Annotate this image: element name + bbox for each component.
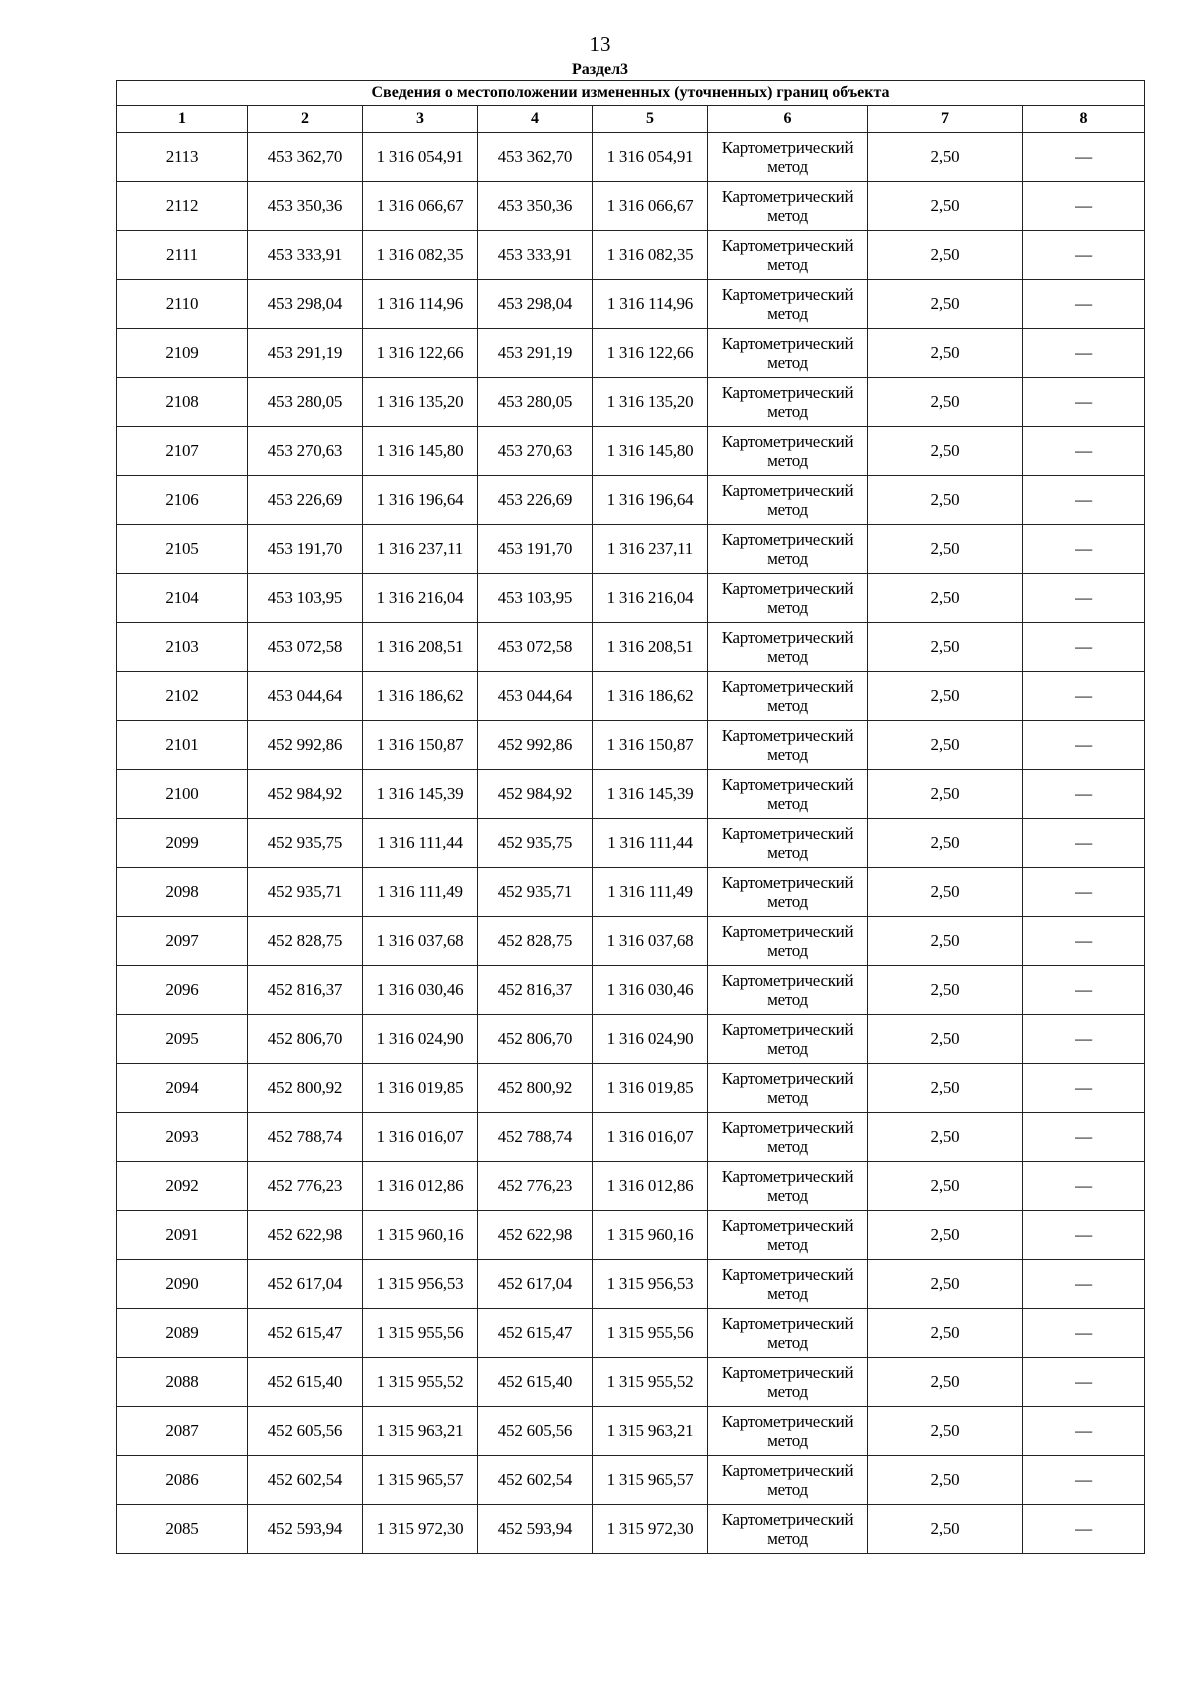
method-cell: Картометрический метод <box>708 525 868 574</box>
table-row <box>117 1113 1145 1162</box>
note-cell: — <box>1023 819 1145 868</box>
table-row <box>117 1407 1145 1456</box>
y-coordinate-cell: 1 316 186,62 <box>363 672 478 721</box>
accuracy-cell: 2,50 <box>868 231 1023 280</box>
method-cell: Картометрический метод <box>708 1162 868 1211</box>
y-new-coordinate-cell: 1 316 135,20 <box>593 378 708 427</box>
y-new-coordinate-cell: 1 316 111,49 <box>593 868 708 917</box>
point-number-cell: 2105 <box>117 525 248 574</box>
table-caption: Сведения о местоположении измененных (уточненных) границ объекта <box>117 81 1145 106</box>
note-cell: — <box>1023 1407 1145 1456</box>
point-number-cell: 2103 <box>117 623 248 672</box>
table-row <box>117 672 1145 721</box>
y-coordinate-cell: 1 316 208,51 <box>363 623 478 672</box>
x-coordinate-cell: 452 593,94 <box>248 1505 363 1554</box>
x-coordinate-cell: 452 984,92 <box>248 770 363 819</box>
x-coordinate-cell: 453 291,19 <box>248 329 363 378</box>
table-row <box>117 574 1145 623</box>
x-coordinate-cell: 453 362,70 <box>248 133 363 182</box>
method-cell: Картометрический метод <box>708 1113 868 1162</box>
point-number-cell: 2100 <box>117 770 248 819</box>
table-row <box>117 1309 1145 1358</box>
note-cell: — <box>1023 917 1145 966</box>
x-coordinate-cell: 452 935,71 <box>248 868 363 917</box>
note-cell: — <box>1023 623 1145 672</box>
y-coordinate-cell: 1 315 972,30 <box>363 1505 478 1554</box>
point-number-cell: 2108 <box>117 378 248 427</box>
y-new-coordinate-cell: 1 316 196,64 <box>593 476 708 525</box>
note-cell: — <box>1023 476 1145 525</box>
x-new-coordinate-cell: 453 103,95 <box>478 574 593 623</box>
y-new-coordinate-cell: 1 315 960,16 <box>593 1211 708 1260</box>
y-new-coordinate-cell: 1 316 150,87 <box>593 721 708 770</box>
x-coordinate-cell: 453 280,05 <box>248 378 363 427</box>
method-cell: Картометрический метод <box>708 1064 868 1113</box>
x-new-coordinate-cell: 452 806,70 <box>478 1015 593 1064</box>
x-coordinate-cell: 453 350,36 <box>248 182 363 231</box>
method-cell: Картометрический метод <box>708 1211 868 1260</box>
y-coordinate-cell: 1 316 114,96 <box>363 280 478 329</box>
point-number-cell: 2094 <box>117 1064 248 1113</box>
note-cell: — <box>1023 770 1145 819</box>
point-number-cell: 2107 <box>117 427 248 476</box>
x-coordinate-cell: 452 605,56 <box>248 1407 363 1456</box>
column-number-row <box>117 106 1145 133</box>
x-coordinate-cell: 453 226,69 <box>248 476 363 525</box>
x-coordinate-cell: 453 072,58 <box>248 623 363 672</box>
accuracy-cell: 2,50 <box>868 427 1023 476</box>
accuracy-cell: 2,50 <box>868 574 1023 623</box>
y-new-coordinate-cell: 1 316 186,62 <box>593 672 708 721</box>
x-new-coordinate-cell: 452 788,74 <box>478 1113 593 1162</box>
boundary-coordinates-table <box>116 80 1145 1554</box>
y-new-coordinate-cell: 1 316 066,67 <box>593 182 708 231</box>
note-cell: — <box>1023 280 1145 329</box>
y-new-coordinate-cell: 1 316 019,85 <box>593 1064 708 1113</box>
point-number-cell: 2096 <box>117 966 248 1015</box>
accuracy-cell: 2,50 <box>868 1162 1023 1211</box>
y-new-coordinate-cell: 1 316 054,91 <box>593 133 708 182</box>
note-cell: — <box>1023 427 1145 476</box>
y-new-coordinate-cell: 1 316 216,04 <box>593 574 708 623</box>
point-number-cell: 2102 <box>117 672 248 721</box>
method-cell: Картометрический метод <box>708 1309 868 1358</box>
note-cell: — <box>1023 231 1145 280</box>
table-row <box>117 476 1145 525</box>
y-coordinate-cell: 1 316 237,11 <box>363 525 478 574</box>
point-number-cell: 2111 <box>117 231 248 280</box>
y-new-coordinate-cell: 1 316 016,07 <box>593 1113 708 1162</box>
table-row <box>117 280 1145 329</box>
x-coordinate-cell: 452 806,70 <box>248 1015 363 1064</box>
x-coordinate-cell: 453 298,04 <box>248 280 363 329</box>
point-number-cell: 2112 <box>117 182 248 231</box>
table-row <box>117 231 1145 280</box>
x-coordinate-cell: 452 788,74 <box>248 1113 363 1162</box>
method-cell: Картометрический метод <box>708 427 868 476</box>
accuracy-cell: 2,50 <box>868 1309 1023 1358</box>
column-number: 5 <box>593 106 708 133</box>
point-number-cell: 2097 <box>117 917 248 966</box>
y-new-coordinate-cell: 1 316 037,68 <box>593 917 708 966</box>
method-cell: Картометрический метод <box>708 868 868 917</box>
note-cell: — <box>1023 574 1145 623</box>
accuracy-cell: 2,50 <box>868 868 1023 917</box>
x-new-coordinate-cell: 453 298,04 <box>478 280 593 329</box>
column-number: 2 <box>248 106 363 133</box>
x-coordinate-cell: 452 602,54 <box>248 1456 363 1505</box>
table-row <box>117 427 1145 476</box>
point-number-cell: 2104 <box>117 574 248 623</box>
point-number-cell: 2098 <box>117 868 248 917</box>
accuracy-cell: 2,50 <box>868 917 1023 966</box>
y-coordinate-cell: 1 315 955,56 <box>363 1309 478 1358</box>
accuracy-cell: 2,50 <box>868 280 1023 329</box>
y-new-coordinate-cell: 1 315 965,57 <box>593 1456 708 1505</box>
point-number-cell: 2085 <box>117 1505 248 1554</box>
accuracy-cell: 2,50 <box>868 819 1023 868</box>
note-cell: — <box>1023 329 1145 378</box>
method-cell: Картометрический метод <box>708 770 868 819</box>
x-new-coordinate-cell: 452 605,56 <box>478 1407 593 1456</box>
x-coordinate-cell: 452 828,75 <box>248 917 363 966</box>
y-coordinate-cell: 1 316 037,68 <box>363 917 478 966</box>
x-coordinate-cell: 452 617,04 <box>248 1260 363 1309</box>
x-new-coordinate-cell: 453 044,64 <box>478 672 593 721</box>
y-new-coordinate-cell: 1 316 030,46 <box>593 966 708 1015</box>
y-coordinate-cell: 1 316 145,80 <box>363 427 478 476</box>
method-cell: Картометрический метод <box>708 280 868 329</box>
point-number-cell: 2106 <box>117 476 248 525</box>
column-number: 6 <box>708 106 868 133</box>
y-new-coordinate-cell: 1 315 955,56 <box>593 1309 708 1358</box>
table-row <box>117 966 1145 1015</box>
y-new-coordinate-cell: 1 315 963,21 <box>593 1407 708 1456</box>
accuracy-cell: 2,50 <box>868 721 1023 770</box>
x-new-coordinate-cell: 453 270,63 <box>478 427 593 476</box>
note-cell: — <box>1023 1260 1145 1309</box>
method-cell: Картометрический метод <box>708 1456 868 1505</box>
y-coordinate-cell: 1 315 956,53 <box>363 1260 478 1309</box>
point-number-cell: 2099 <box>117 819 248 868</box>
table-row <box>117 1015 1145 1064</box>
y-coordinate-cell: 1 315 965,57 <box>363 1456 478 1505</box>
x-coordinate-cell: 452 992,86 <box>248 721 363 770</box>
y-coordinate-cell: 1 316 019,85 <box>363 1064 478 1113</box>
table-row <box>117 1260 1145 1309</box>
y-new-coordinate-cell: 1 316 145,80 <box>593 427 708 476</box>
y-coordinate-cell: 1 316 150,87 <box>363 721 478 770</box>
y-new-coordinate-cell: 1 316 208,51 <box>593 623 708 672</box>
y-coordinate-cell: 1 316 196,64 <box>363 476 478 525</box>
accuracy-cell: 2,50 <box>868 1358 1023 1407</box>
x-new-coordinate-cell: 453 226,69 <box>478 476 593 525</box>
point-number-cell: 2090 <box>117 1260 248 1309</box>
method-cell: Картометрический метод <box>708 133 868 182</box>
y-coordinate-cell: 1 316 030,46 <box>363 966 478 1015</box>
point-number-cell: 2088 <box>117 1358 248 1407</box>
y-new-coordinate-cell: 1 315 955,52 <box>593 1358 708 1407</box>
accuracy-cell: 2,50 <box>868 329 1023 378</box>
x-new-coordinate-cell: 453 072,58 <box>478 623 593 672</box>
point-number-cell: 2086 <box>117 1456 248 1505</box>
table-row <box>117 182 1145 231</box>
x-new-coordinate-cell: 452 828,75 <box>478 917 593 966</box>
accuracy-cell: 2,50 <box>868 525 1023 574</box>
x-new-coordinate-cell: 452 800,92 <box>478 1064 593 1113</box>
method-cell: Картометрический метод <box>708 623 868 672</box>
x-new-coordinate-cell: 452 935,75 <box>478 819 593 868</box>
x-new-coordinate-cell: 452 615,40 <box>478 1358 593 1407</box>
method-cell: Картометрический метод <box>708 476 868 525</box>
table-row <box>117 721 1145 770</box>
note-cell: — <box>1023 525 1145 574</box>
accuracy-cell: 2,50 <box>868 1407 1023 1456</box>
method-cell: Картометрический метод <box>708 966 868 1015</box>
note-cell: — <box>1023 1064 1145 1113</box>
point-number-cell: 2092 <box>117 1162 248 1211</box>
x-new-coordinate-cell: 453 350,36 <box>478 182 593 231</box>
table-row <box>117 770 1145 819</box>
y-new-coordinate-cell: 1 316 122,66 <box>593 329 708 378</box>
y-new-coordinate-cell: 1 315 956,53 <box>593 1260 708 1309</box>
note-cell: — <box>1023 1456 1145 1505</box>
y-coordinate-cell: 1 316 082,35 <box>363 231 478 280</box>
method-cell: Картометрический метод <box>708 672 868 721</box>
accuracy-cell: 2,50 <box>868 1211 1023 1260</box>
y-coordinate-cell: 1 315 963,21 <box>363 1407 478 1456</box>
point-number-cell: 2089 <box>117 1309 248 1358</box>
x-coordinate-cell: 452 615,47 <box>248 1309 363 1358</box>
y-coordinate-cell: 1 316 111,44 <box>363 819 478 868</box>
accuracy-cell: 2,50 <box>868 1113 1023 1162</box>
y-coordinate-cell: 1 315 955,52 <box>363 1358 478 1407</box>
column-number: 7 <box>868 106 1023 133</box>
x-coordinate-cell: 453 191,70 <box>248 525 363 574</box>
method-cell: Картометрический метод <box>708 819 868 868</box>
method-cell: Картометрический метод <box>708 721 868 770</box>
y-new-coordinate-cell: 1 316 145,39 <box>593 770 708 819</box>
note-cell: — <box>1023 1309 1145 1358</box>
note-cell: — <box>1023 1505 1145 1554</box>
column-number: 3 <box>363 106 478 133</box>
note-cell: — <box>1023 1015 1145 1064</box>
x-new-coordinate-cell: 453 191,70 <box>478 525 593 574</box>
accuracy-cell: 2,50 <box>868 476 1023 525</box>
y-coordinate-cell: 1 316 024,90 <box>363 1015 478 1064</box>
accuracy-cell: 2,50 <box>868 1260 1023 1309</box>
page-number: 13 <box>589 32 611 56</box>
x-coordinate-cell: 452 935,75 <box>248 819 363 868</box>
point-number-cell: 2109 <box>117 329 248 378</box>
point-number-cell: 2087 <box>117 1407 248 1456</box>
table-row <box>117 868 1145 917</box>
y-coordinate-cell: 1 315 960,16 <box>363 1211 478 1260</box>
table-row <box>117 1211 1145 1260</box>
method-cell: Картометрический метод <box>708 1260 868 1309</box>
x-new-coordinate-cell: 452 984,92 <box>478 770 593 819</box>
x-new-coordinate-cell: 452 935,71 <box>478 868 593 917</box>
method-cell: Картометрический метод <box>708 1358 868 1407</box>
table-row <box>117 329 1145 378</box>
table-row <box>117 133 1145 182</box>
table-row <box>117 378 1145 427</box>
y-new-coordinate-cell: 1 315 972,30 <box>593 1505 708 1554</box>
note-cell: — <box>1023 133 1145 182</box>
y-coordinate-cell: 1 316 122,66 <box>363 329 478 378</box>
x-coordinate-cell: 452 615,40 <box>248 1358 363 1407</box>
x-coordinate-cell: 452 776,23 <box>248 1162 363 1211</box>
method-cell: Картометрический метод <box>708 1505 868 1554</box>
y-new-coordinate-cell: 1 316 024,90 <box>593 1015 708 1064</box>
note-cell: — <box>1023 1162 1145 1211</box>
y-new-coordinate-cell: 1 316 237,11 <box>593 525 708 574</box>
x-new-coordinate-cell: 453 362,70 <box>478 133 593 182</box>
method-cell: Картометрический метод <box>708 1407 868 1456</box>
x-new-coordinate-cell: 452 992,86 <box>478 721 593 770</box>
note-cell: — <box>1023 721 1145 770</box>
table-row <box>117 525 1145 574</box>
x-new-coordinate-cell: 452 593,94 <box>478 1505 593 1554</box>
x-new-coordinate-cell: 452 816,37 <box>478 966 593 1015</box>
accuracy-cell: 2,50 <box>868 1505 1023 1554</box>
table-row <box>117 1162 1145 1211</box>
method-cell: Картометрический метод <box>708 917 868 966</box>
x-coordinate-cell: 452 800,92 <box>248 1064 363 1113</box>
note-cell: — <box>1023 182 1145 231</box>
y-new-coordinate-cell: 1 316 114,96 <box>593 280 708 329</box>
column-number: 1 <box>117 106 248 133</box>
accuracy-cell: 2,50 <box>868 672 1023 721</box>
x-new-coordinate-cell: 452 615,47 <box>478 1309 593 1358</box>
accuracy-cell: 2,50 <box>868 1015 1023 1064</box>
y-new-coordinate-cell: 1 316 111,44 <box>593 819 708 868</box>
accuracy-cell: 2,50 <box>868 133 1023 182</box>
table-row <box>117 819 1145 868</box>
x-coordinate-cell: 452 622,98 <box>248 1211 363 1260</box>
y-coordinate-cell: 1 316 216,04 <box>363 574 478 623</box>
note-cell: — <box>1023 868 1145 917</box>
note-cell: — <box>1023 966 1145 1015</box>
y-coordinate-cell: 1 316 066,67 <box>363 182 478 231</box>
x-coordinate-cell: 452 816,37 <box>248 966 363 1015</box>
x-new-coordinate-cell: 453 333,91 <box>478 231 593 280</box>
table-row <box>117 623 1145 672</box>
point-number-cell: 2091 <box>117 1211 248 1260</box>
method-cell: Картометрический метод <box>708 231 868 280</box>
x-new-coordinate-cell: 452 602,54 <box>478 1456 593 1505</box>
point-number-cell: 2093 <box>117 1113 248 1162</box>
column-number: 4 <box>478 106 593 133</box>
x-coordinate-cell: 453 333,91 <box>248 231 363 280</box>
x-coordinate-cell: 453 270,63 <box>248 427 363 476</box>
note-cell: — <box>1023 1358 1145 1407</box>
note-cell: — <box>1023 1211 1145 1260</box>
accuracy-cell: 2,50 <box>868 623 1023 672</box>
accuracy-cell: 2,50 <box>868 770 1023 819</box>
y-coordinate-cell: 1 316 016,07 <box>363 1113 478 1162</box>
point-number-cell: 2110 <box>117 280 248 329</box>
table-row <box>117 1505 1145 1554</box>
accuracy-cell: 2,50 <box>868 378 1023 427</box>
y-coordinate-cell: 1 316 012,86 <box>363 1162 478 1211</box>
method-cell: Картометрический метод <box>708 574 868 623</box>
x-new-coordinate-cell: 453 291,19 <box>478 329 593 378</box>
x-new-coordinate-cell: 452 622,98 <box>478 1211 593 1260</box>
accuracy-cell: 2,50 <box>868 1064 1023 1113</box>
method-cell: Картометрический метод <box>708 1015 868 1064</box>
point-number-cell: 2101 <box>117 721 248 770</box>
x-coordinate-cell: 453 044,64 <box>248 672 363 721</box>
y-new-coordinate-cell: 1 316 082,35 <box>593 231 708 280</box>
y-coordinate-cell: 1 316 054,91 <box>363 133 478 182</box>
accuracy-cell: 2,50 <box>868 966 1023 1015</box>
point-number-cell: 2095 <box>117 1015 248 1064</box>
column-number: 8 <box>1023 106 1145 133</box>
note-cell: — <box>1023 1113 1145 1162</box>
section-title: Раздел3 <box>571 61 629 78</box>
y-coordinate-cell: 1 316 111,49 <box>363 868 478 917</box>
method-cell: Картометрический метод <box>708 378 868 427</box>
note-cell: — <box>1023 378 1145 427</box>
table-body <box>117 133 1145 1554</box>
accuracy-cell: 2,50 <box>868 1456 1023 1505</box>
note-cell: — <box>1023 672 1145 721</box>
method-cell: Картометрический метод <box>708 329 868 378</box>
table-row <box>117 1456 1145 1505</box>
y-coordinate-cell: 1 316 145,39 <box>363 770 478 819</box>
x-new-coordinate-cell: 452 776,23 <box>478 1162 593 1211</box>
accuracy-cell: 2,50 <box>868 182 1023 231</box>
y-coordinate-cell: 1 316 135,20 <box>363 378 478 427</box>
point-number-cell: 2113 <box>117 133 248 182</box>
y-new-coordinate-cell: 1 316 012,86 <box>593 1162 708 1211</box>
table-row <box>117 917 1145 966</box>
table-row <box>117 1064 1145 1113</box>
x-new-coordinate-cell: 453 280,05 <box>478 378 593 427</box>
x-coordinate-cell: 453 103,95 <box>248 574 363 623</box>
method-cell: Картометрический метод <box>708 182 868 231</box>
x-new-coordinate-cell: 452 617,04 <box>478 1260 593 1309</box>
table-row <box>117 1358 1145 1407</box>
